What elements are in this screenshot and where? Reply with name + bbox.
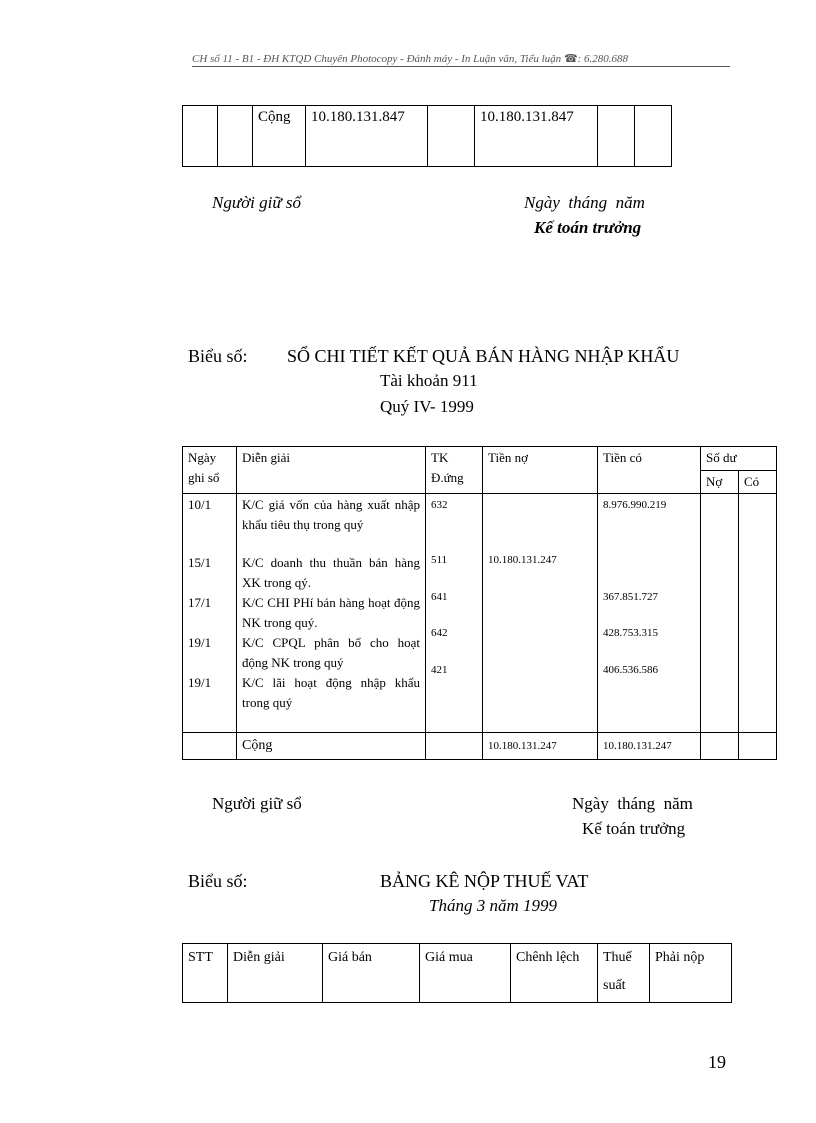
ledger-title: SỔ CHI TIẾT KẾT QUẢ BÁN HÀNG NHẬP KHẨU [287,346,680,366]
header-balance-credit: Có [739,470,777,494]
total-account-cell [426,733,483,760]
row-credit: 8.976.990.219 [603,499,667,511]
descriptions-column [237,494,426,733]
total-row [183,733,777,760]
table-cell: 10.180.131.847 [306,106,428,167]
row-description: K/C CPQL phân bổ cho hoạt động NK trong quý [242,635,420,670]
row-debit: 10.180.131.247 [488,554,557,566]
row-account: 641 [431,591,448,603]
header-debit: Tiền nợ [483,447,598,494]
row-description: K/C doanh thu thuần bán hàng XK trong qý. [242,555,420,590]
account-label: Tài khoản 911 [380,371,478,390]
total-debit: 10.180.131.247 [483,733,598,760]
header-stt: STT [183,944,228,1003]
row-credit: 367.851.727 [603,591,658,603]
phone-icon: ☎ [563,53,578,65]
bookkeeper-label-2: Người giữ sổ [212,794,302,813]
vat-period: Tháng 3 năm 1999 [429,896,557,915]
table-cell: 10.180.131.847 [475,106,598,167]
dates-column [183,494,237,733]
running-header [192,52,730,67]
balance-debit-column [701,494,739,733]
header-description: Diễn giải [237,447,426,494]
row-account: 632 [431,499,448,511]
page-number: 19 [708,1052,726,1072]
table-row [183,106,672,167]
row-date: 17/1 [188,595,212,610]
ledger-table [182,446,777,760]
header-balance: Số dư [701,447,777,471]
bookkeeper-label: Người giữ sổ [212,193,302,212]
period-label: Quý IV- 1999 [380,397,474,416]
header-tax-rate: Thuế suất [598,944,650,1003]
table-cell [183,106,218,167]
header-purchase-price: Giá mua [420,944,511,1003]
table-header-row [183,447,777,471]
header-phone: : 6.280.688 [577,53,629,65]
header-text: CH số 11 - B1 - ĐH KTQD Chuyên Photocopy - Đánh máy - In Luận văn, Tiểu luận [192,53,562,65]
row-date: 10/1 [188,497,212,512]
header-difference: Chênh lệch [511,944,598,1003]
row-description: K/C CHI PHí bán hàng hoạt động NK trong quý. [242,595,420,630]
table-cell [428,106,475,167]
section-label-2: Biểu số: [188,871,248,891]
date-line: Ngày tháng năm [524,193,645,212]
header-account: TK Đ.ứng [426,447,483,494]
vat-title: BẢNG KÊ NỘP THUẾ VAT [380,871,589,891]
table-cell [218,106,253,167]
vat-table [182,943,732,1003]
header-payable: Phải nộp [650,944,732,1003]
header-balance-debit: Nợ [701,470,739,494]
chief-accountant-label: Kế toán trưởng [534,218,642,237]
row-description: K/C giá vốn của hàng xuất nhập khẩu tiêu thụ trong quý [242,497,420,532]
carryover-table [182,105,672,167]
row-date: 19/1 [188,675,212,690]
balance-credit-column [739,494,777,733]
header-description: Diễn giải [228,944,323,1003]
row-account: 421 [431,664,448,676]
table-header-row [183,944,732,1003]
table-cell [635,106,672,167]
date-line-2: Ngày tháng năm [572,794,693,813]
table-cell: Cộng [253,106,306,167]
header-sale-price: Giá bán [323,944,420,1003]
row-credit: 428.753.315 [603,627,658,639]
total-date-cell [183,733,237,760]
row-date: 15/1 [188,555,212,570]
chief-accountant-label-2: Kế toán trưởng [582,819,686,838]
credit-column [598,494,701,733]
table-cell [598,106,635,167]
header-date: Ngày ghi sổ [183,447,237,494]
row-credit: 406.536.586 [603,664,658,676]
total-balance-credit [739,733,777,760]
total-balance-debit [701,733,739,760]
accounts-column [426,494,483,733]
section-label: Biểu số: [188,346,248,366]
row-account: 642 [431,627,448,639]
row-description: K/C lãi hoạt động nhập khẩu trong quý [242,675,420,710]
header-credit: Tiền có [598,447,701,494]
total-credit: 10.180.131.247 [598,733,701,760]
total-label: Cộng [237,733,426,760]
row-date: 19/1 [188,635,212,650]
debit-column [483,494,598,733]
table-body-row [183,494,777,733]
row-account: 511 [431,554,448,566]
